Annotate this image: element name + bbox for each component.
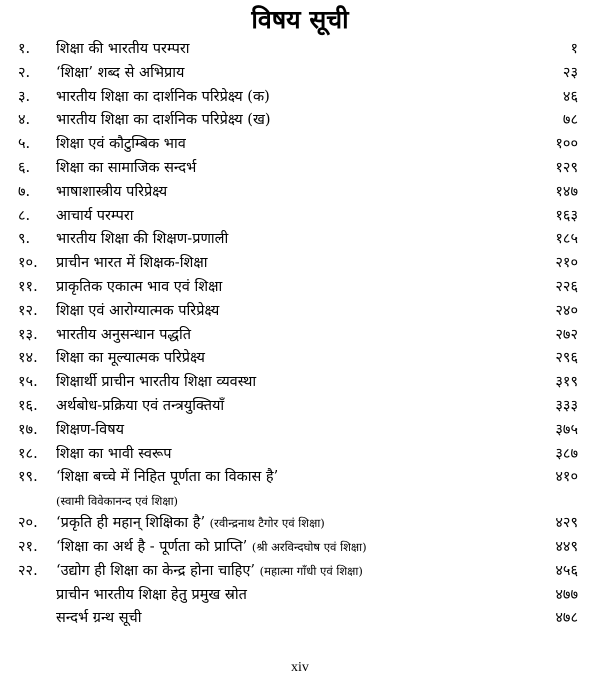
toc-page-number: २९६	[555, 350, 578, 367]
toc-title	[56, 228, 228, 252]
toc-page-number: १	[570, 41, 578, 57]
toc-row	[18, 276, 578, 300]
toc-number: १९.	[18, 469, 38, 486]
toc-row	[18, 300, 578, 324]
toc-title-text: प्राचीन भारत में शिक्षक-शिक्षा	[56, 255, 208, 272]
toc-title	[56, 38, 190, 62]
toc-page-number: १००	[555, 136, 578, 153]
toc-page-number: ३३३	[555, 397, 578, 414]
toc-page-number: १८५	[555, 231, 578, 248]
toc-row	[18, 560, 578, 584]
toc-number: २१.	[18, 538, 38, 555]
toc-row	[18, 395, 578, 419]
toc-number: १३.	[18, 326, 38, 343]
toc-row	[18, 133, 578, 157]
toc-page-number: ३७५	[555, 421, 578, 438]
toc-title	[56, 371, 256, 395]
toc-row	[18, 62, 578, 86]
toc-title	[56, 62, 184, 86]
toc-number: १८.	[18, 445, 38, 462]
page-title: विषय सूची	[251, 5, 349, 34]
toc-number: १.	[18, 41, 31, 57]
toc-title-text: ‘शिक्षा का अर्थ है - पूर्णता को प्राप्ति’	[56, 538, 248, 555]
toc-title	[56, 419, 124, 443]
toc-number: ५.	[18, 136, 31, 153]
toc-row	[18, 347, 578, 371]
toc-title	[56, 133, 186, 157]
toc-title-text: (स्वामी विवेकानन्द एवं शिक्षा)	[56, 494, 179, 509]
toc-row	[18, 607, 578, 631]
toc-title	[56, 181, 167, 205]
toc-row	[18, 443, 578, 467]
toc-page-number: २७२	[555, 326, 578, 343]
toc-title-text: शिक्षा एवं कौटुम्बिक भाव	[56, 136, 186, 153]
toc-title	[56, 324, 191, 348]
toc-title	[56, 560, 363, 584]
toc-title-text: प्राकृतिक एकात्म भाव एवं शिक्षा	[56, 278, 223, 295]
toc-title-text: ‘प्रकृति ही महान् शिक्षिका है’	[56, 515, 206, 532]
page-number-footer: xiv	[291, 660, 309, 675]
toc-title	[56, 109, 270, 133]
toc-row	[18, 181, 578, 205]
toc-row	[18, 536, 578, 560]
toc-row	[18, 86, 578, 110]
toc-page-number: २३	[562, 64, 578, 81]
toc-title-text: भारतीय शिक्षा का दार्शनिक परिप्रेक्ष्य (ख)	[56, 112, 271, 129]
toc-number: २२.	[18, 562, 38, 579]
toc-title-text: भारतीय शिक्षा का दार्शनिक परिप्रेक्ष्य (क)	[56, 88, 270, 105]
toc-title	[56, 607, 141, 631]
toc-page-number: ४६	[562, 88, 578, 105]
toc-number: ७.	[18, 183, 31, 200]
toc-title-text: अर्थबोध-प्रक्रिया एवं तन्त्रयुक्तियाँ	[56, 397, 225, 414]
toc-page-number: २१०	[555, 255, 578, 272]
toc-title-text: शिक्षार्थी प्राचीन भारतीय शिक्षा व्यवस्था	[56, 374, 257, 391]
toc-title-text: शिक्षण-विषय	[56, 421, 125, 438]
toc-title-text: भाषाशास्त्रीय परिप्रेक्ष्य	[56, 183, 168, 200]
toc-number: १२.	[18, 302, 38, 319]
toc-number: १६.	[18, 397, 38, 414]
toc-title-text: ‘शिक्षा’ शब्द से अभिप्राय	[56, 64, 185, 81]
toc-number: १७.	[18, 421, 38, 438]
toc-row	[18, 324, 578, 348]
toc-title-text: शिक्षा की भारतीय परम्परा	[56, 41, 190, 57]
toc-page-number: ३८७	[555, 445, 578, 462]
toc-title-text: ‘उद्योग ही शिक्षा का केन्द्र होना चाहिए’	[56, 562, 255, 579]
toc-title-text: ‘शिक्षा बच्चे में निहित पूर्णता का विकास है’	[56, 469, 279, 486]
toc-title	[56, 300, 219, 324]
toc-note: (रवीन्द्रनाथ टैगोर एवं शिक्षा)	[209, 516, 325, 531]
toc-page-number: ७८	[562, 112, 578, 129]
toc-page-number: १६३	[555, 207, 578, 224]
toc-page-number: १२९	[555, 159, 578, 176]
toc-row	[18, 205, 578, 229]
toc-title-text: शिक्षा का सामाजिक सन्दर्भ	[56, 159, 197, 176]
toc-number: १४.	[18, 350, 38, 367]
toc-page-number: १४७	[555, 183, 578, 200]
toc-title	[56, 252, 207, 276]
toc-row	[18, 419, 578, 443]
toc-page-number: ३१९	[555, 374, 578, 391]
toc-number: ४.	[18, 112, 31, 129]
toc-title	[56, 205, 134, 229]
toc-page-number: ४७७	[555, 586, 578, 603]
toc-title	[56, 443, 171, 467]
toc-page-number: ४७८	[555, 610, 578, 627]
toc-number: ९.	[18, 231, 31, 248]
toc-title	[56, 86, 270, 110]
toc-title	[56, 347, 205, 371]
toc-title-text: आचार्य परम्परा	[56, 207, 134, 224]
toc-page-number: ४५६	[555, 562, 578, 579]
toc-title-text: सन्दर्भ ग्रन्थ सूची	[56, 610, 142, 627]
toc-row	[18, 490, 578, 512]
toc-number: ८.	[18, 207, 31, 224]
toc-page-number: ४४९	[555, 538, 578, 555]
table-of-contents	[18, 38, 578, 631]
toc-title-text: प्राचीन भारतीय शिक्षा हेतु प्रमुख स्रोत	[56, 586, 247, 603]
toc-title-text: शिक्षा एवं आरोग्यात्मक परिप्रेक्ष्य	[56, 302, 220, 319]
toc-title	[56, 490, 178, 512]
toc-number: ६.	[18, 159, 31, 176]
toc-row	[18, 584, 578, 608]
toc-row	[18, 252, 578, 276]
toc-number: ३.	[18, 88, 31, 105]
toc-title	[56, 512, 325, 536]
toc-title	[56, 584, 247, 608]
toc-title-text: शिक्षा का मूल्यात्मक परिप्रेक्ष्य	[56, 350, 205, 367]
toc-row	[18, 157, 578, 181]
toc-row	[18, 38, 578, 62]
toc-row	[18, 512, 578, 536]
toc-page-number: ४२९	[555, 515, 578, 532]
toc-title	[56, 466, 278, 490]
toc-number: ११.	[18, 278, 38, 295]
toc-page-number: २२६	[555, 278, 578, 295]
toc-row	[18, 228, 578, 252]
toc-row	[18, 466, 578, 490]
toc-number: १०.	[18, 255, 38, 272]
toc-number: २.	[18, 64, 31, 81]
toc-number: २०.	[18, 515, 38, 532]
toc-title	[56, 276, 222, 300]
toc-title-text: भारतीय शिक्षा की शिक्षण-प्रणाली	[56, 231, 229, 248]
toc-note: (महात्मा गाँधी एवं शिक्षा)	[259, 563, 363, 578]
toc-row	[18, 371, 578, 395]
toc-title-text: भारतीय अनुसन्धान पद्धति	[56, 326, 192, 343]
toc-title-text: शिक्षा का भावी स्वरूप	[56, 445, 172, 462]
toc-title	[56, 157, 196, 181]
toc-number: १५.	[18, 374, 38, 391]
toc-note: (श्री अरविन्दघोष एवं शिक्षा)	[251, 539, 367, 554]
toc-page-number: ४१०	[555, 469, 578, 486]
toc-title	[56, 536, 367, 560]
toc-page-number: २४०	[555, 302, 578, 319]
toc-row	[18, 109, 578, 133]
toc-title	[56, 395, 224, 419]
